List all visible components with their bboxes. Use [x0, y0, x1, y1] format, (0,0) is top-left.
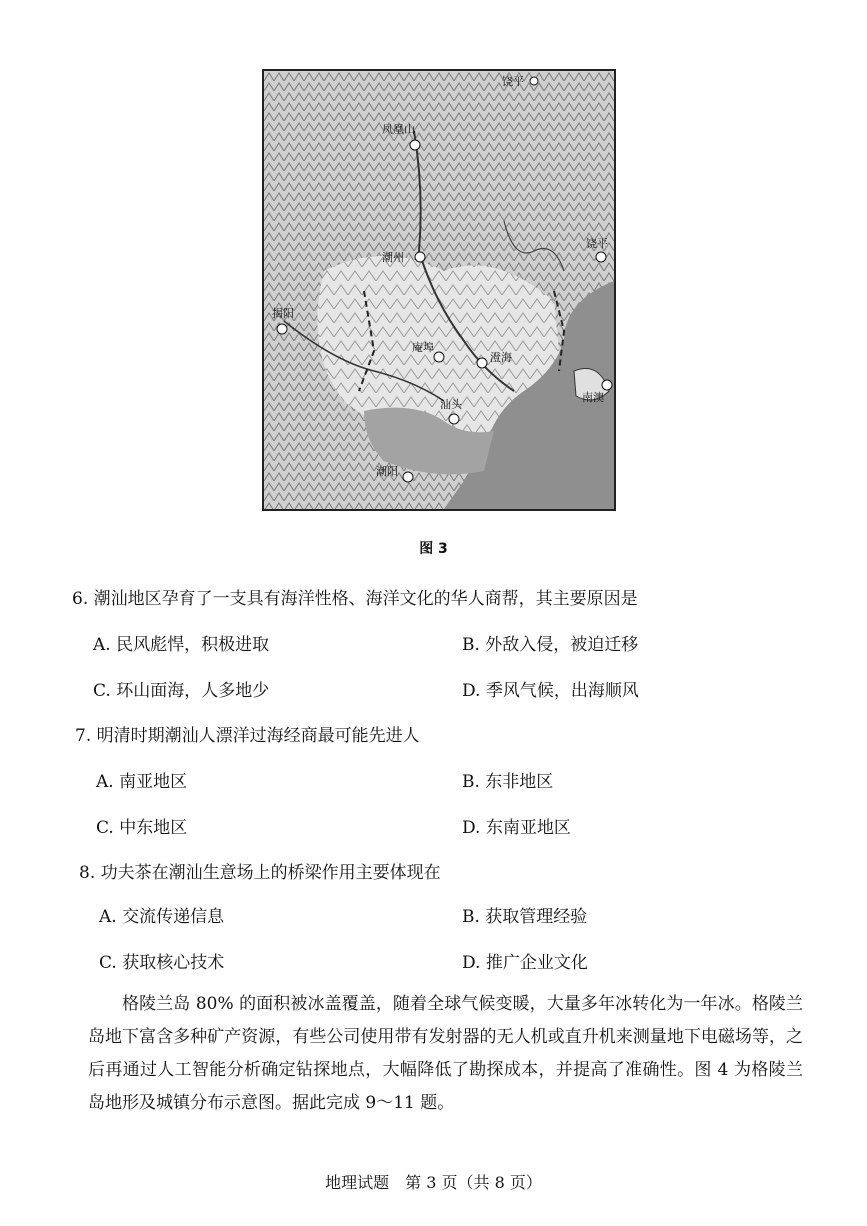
question-6-option-c: C. 环山面海，人多地少 [93, 681, 270, 701]
question-6-option-b: B. 外敌入侵，被迫迁移 [462, 635, 639, 655]
passage-text: 格陵兰岛 80% 的面积被冰盖覆盖，随着全球气候变暖，大量多年冰转化为一年冰。格陵兰岛地下富含多种矿产资源，有些公司使用带有发射器的无人机或直升机来测量地下电磁场等，之后再通过人工智能分析确定钻探地点，大幅降低了勘探成本，并提高了准确性。图 4 为格陵兰岛地形及城镇分布示意图。据此完成 9～11 题。 [88, 994, 803, 1113]
question-7-stem: 7. 明清时期潮汕人漂洋过海经商最可能先进人 [75, 726, 420, 746]
svg-text:潮州: 潮州 [382, 251, 404, 264]
question-7-option-a: A. 南亚地区 [96, 772, 188, 792]
question-6-option-d: D. 季风气候，出海顺风 [462, 681, 639, 701]
figure-caption: 图 3 [419, 541, 448, 557]
question-7-option-c: C. 中东地区 [96, 818, 188, 838]
question-6-option-a: A. 民风彪悍，积极进取 [93, 635, 270, 655]
question-6-stem: 6. 潮汕地区孕育了一支具有海洋性格、海洋文化的华人商帮，其主要原因是 [72, 589, 638, 609]
question-7-option-b: B. 东非地区 [462, 772, 554, 792]
svg-text:南澳: 南澳 [582, 391, 604, 404]
page-footer: 地理试题 第 3 页（共 8 页） [325, 1173, 542, 1192]
svg-text:庵埠: 庵埠 [412, 341, 434, 354]
question-8-stem: 8. 功夫茶在潮汕生意场上的桥梁作用主要体现在 [79, 863, 441, 883]
svg-text:凤凰山: 凤凰山 [382, 123, 415, 136]
question-8-option-a: A. 交流传递信息 [99, 907, 225, 927]
chaoshan-map [264, 71, 614, 509]
svg-text:汕头: 汕头 [440, 398, 462, 411]
question-7-option-d: D. 东南亚地区 [462, 818, 571, 838]
question-8-option-b: B. 获取管理经验 [462, 907, 588, 927]
svg-text:潮阳: 潮阳 [376, 465, 398, 478]
svg-text:澄海: 澄海 [490, 351, 512, 364]
svg-text:饶平: 饶平 [586, 237, 608, 250]
map-figure [262, 69, 616, 511]
question-8-option-c: C. 获取核心技术 [99, 953, 225, 973]
svg-text:饶平: 饶平 [502, 75, 524, 88]
passage [88, 988, 803, 1120]
city-chaozhou [382, 250, 425, 264]
question-8-option-d: D. 推广企业文化 [462, 953, 588, 973]
svg-text:揭阳: 揭阳 [272, 307, 294, 320]
